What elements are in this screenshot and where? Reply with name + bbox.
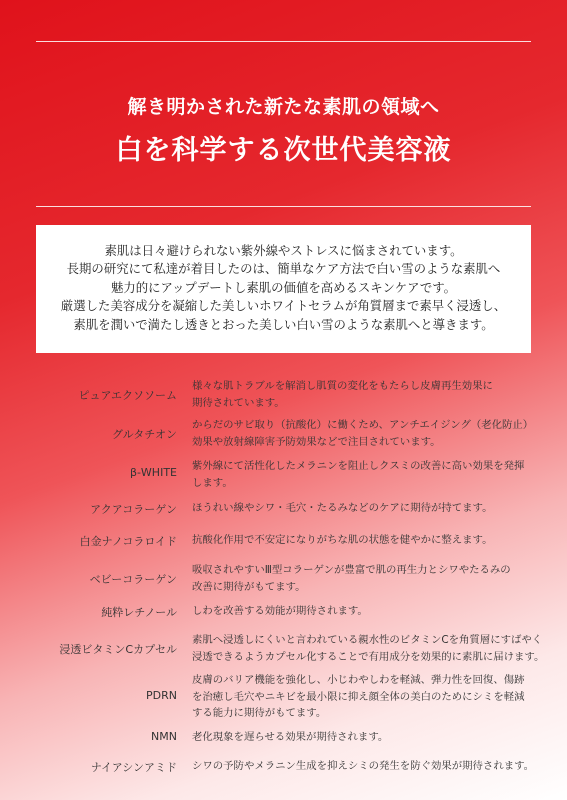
ingredient-name: NMN [151, 730, 177, 743]
intro-line: 厳選した美容成分を凝縮した美しいホワイトセラムが角質層まで素早く浸透し、 [60, 298, 507, 314]
ingredient-name: 純粋レチノール [101, 606, 177, 619]
ingredient-description [192, 458, 537, 491]
ingredient-name: ベビーコラーゲン [89, 573, 177, 586]
top-divider [36, 41, 531, 42]
ingredient-description [192, 417, 537, 450]
intro-line: 魅力的にアップデートし素肌の価値を高めるスキンケアです。 [110, 279, 457, 295]
ingredient-name: β-WHITE [129, 466, 177, 479]
ingredient-name: PDRN [146, 689, 177, 702]
description-line: シワの予防やメラニン生成を抑えシミの発生を防ぐ効果が期待されます。 [192, 760, 535, 772]
bottom-divider [36, 206, 531, 207]
ingredient-name: グルタチオン [111, 428, 177, 441]
intro-line: 素肌は日々避けられない紫外線やストレスに悩まされています。 [104, 243, 463, 258]
description-line: 皮膚のバリア機能を強化し、小じわやしわを軽減、弾力性を回復、傷跡 [192, 674, 525, 686]
intro-line: 素肌を潤いで満たし透きとおった美しい白い雪のような素肌へと導きます。 [73, 316, 494, 332]
description-line: 紫外線にて活性化したメラニンを阻止しクスミの改善に高い効果を発揮 [192, 460, 525, 472]
ingredient-name: ピュアエクソソーム [78, 389, 177, 402]
ingredient-description [192, 672, 537, 722]
ingredient-description [192, 603, 537, 620]
ingredient-name: アクアコラーゲン [90, 503, 177, 516]
description-line: 老化現象を遅らせる効果が期待されます。 [192, 731, 389, 743]
ingredient-description [192, 500, 537, 517]
ingredient-description [192, 532, 537, 549]
ingredient-description [192, 562, 537, 595]
description-line: 様々な肌トラブルを解消し肌質の変化をもたらし皮膚再生効果に [192, 380, 493, 392]
ingredient-description [192, 729, 537, 746]
ingredient-description [192, 758, 537, 775]
headline-subtitle: 解き明かされた新たな素肌の領域へ [127, 96, 440, 118]
description-line: 改善に期待がもてます。 [192, 580, 306, 593]
ingredient-name: 浸透ビタミンCカプセル [59, 643, 177, 656]
description-line: 期待されています。 [192, 396, 285, 409]
ingredient-name: 白金ナノコラロイド [79, 535, 177, 548]
description-line: します。 [192, 476, 233, 489]
description-line: 素肌へ浸透しにくいと言われている親水性のビタミンCを角質層にすばやく [192, 634, 543, 646]
description-line: を治癒し毛穴やニキビを最小限に抑え顔全体の美白のためにシミを軽減 [192, 690, 525, 703]
description-line: しわを改善する効能が期待されます。 [192, 605, 368, 617]
intro-line: 長期の研究にて私達が着目したのは、簡単なケア方法で白い雪のような素肌へ [66, 261, 501, 277]
description-line: ほうれい線やシワ・毛穴・たるみなどのケアに期待が持てます。 [192, 502, 493, 514]
description-line: 効果や放射線障害予防効果などで注目されています。 [192, 435, 441, 448]
description-line: からだのサビ取り（抗酸化）に働くため、アンチエイジング（老化防止） [192, 419, 534, 431]
description-line: 抗酸化作用で不安定になりがちな肌の状態を健やかに整えます。 [192, 534, 493, 546]
description-line: する能力に期待がもてます。 [192, 707, 327, 719]
description-line: 浸透できるようカプセル化することで有用成分を効果的に素肌に届けます。 [192, 650, 545, 663]
description-line: 吸収されやすいⅢ型コラーゲンが豊富で肌の再生力とシワやたるみの [192, 564, 511, 576]
intro-box [36, 225, 531, 353]
ingredient-name: ナイアシンアミド [90, 761, 177, 774]
ingredient-description [192, 378, 537, 411]
headline-title: 白を科学する次世代美容液 [115, 135, 452, 166]
ingredient-description [192, 632, 545, 665]
